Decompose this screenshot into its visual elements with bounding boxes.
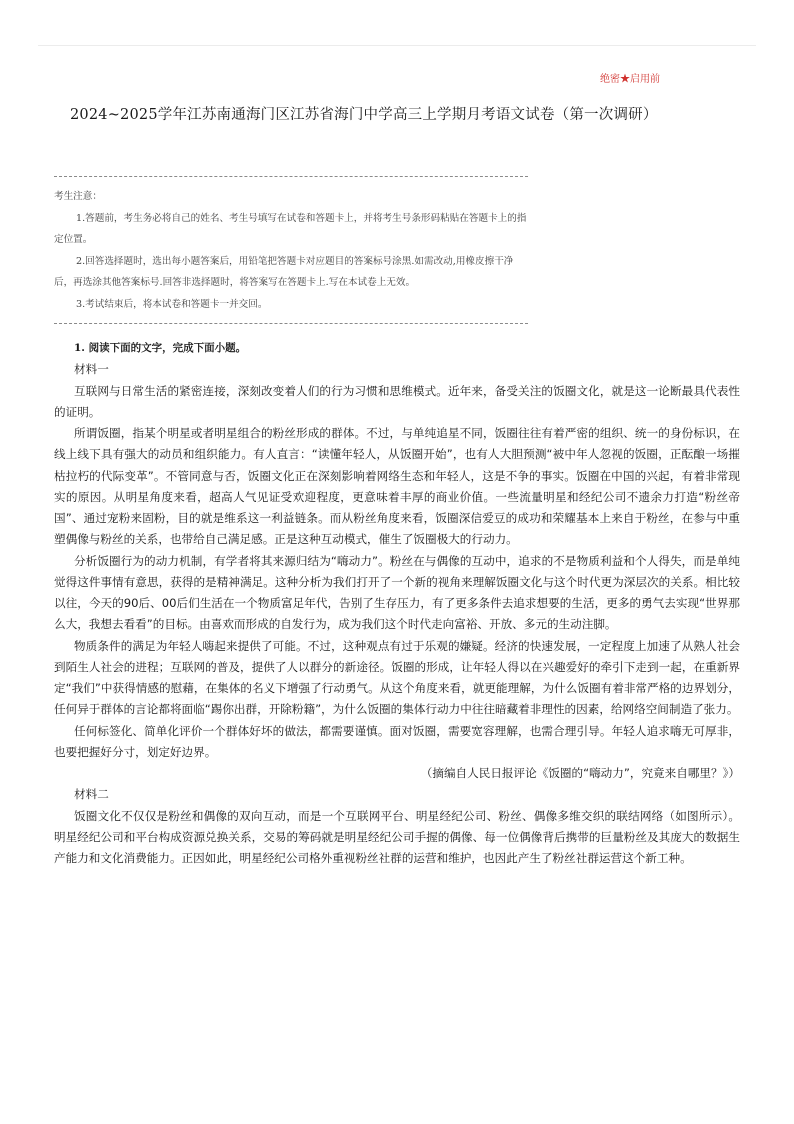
material-1-paragraph-4: 物质条件的满足为年轻人嗨起来提供了可能。不过，这种观点有过于乐观的嫌疑。经济的快速发展，一定程度上加速了从熟人社会到陌生人社会的进程；互联网的普及，提供了人以群分的新途径。饭圈的形成，让年轻人得以在兴趣爱好的牵引下走到一起，在重新界定“我们”中获得情感的慰藉，在集体的名义下增强了行动勇气。从这个角度来看，就更能理解，为什么饭圈有着非常严格的边界划分，任何异于群体的言论都将面临“踢你出群，开除粉籍”，为什么饭圈的集体行动力中往往暗藏着非理性的因素，给网络空间制造了张力。 — [54, 638, 740, 717]
material-1-paragraph-3: 分析饭圈行为的动力机制，有学者将其来源归结为“嗨动力”。粉丝在与偶像的互动中，追求的不是物质利益和个人得失，而是单纯觉得这件事情有意思，获得的是精神满足。这种分析为我们打开了一个新的视角来理解饭圈文化与这个时代更为深层次的关系。相比较以往，今天的90后、00后们生活在一个物质富足年代，告别了生存压力，有了更多条件去追求想要的生活，更多的勇气去实现“世界那么大，我想去看看”的目标。由喜欢而形成的自发行为，成为我们这个时代走向富裕、开放、多元的生动注脚。 — [54, 553, 740, 632]
notice-heading: 考生注意： — [54, 191, 102, 202]
material-1-paragraph-1: 互联网与日常生活的紧密连接，深刻改变着人们的行为习惯和思维模式。近年来，备受关注的饭圈文化，就是这一论断最具代表性的证明。 — [54, 383, 740, 419]
confidential-label: 绝密★启用前 — [600, 74, 660, 85]
notice-item-2: 2.回答选择题时，选出每小题答案后，用铅笔把答题卡对应题目的答案标号涂黑.如需改动,用橡皮擦干净后，再选涂其他答案标号.回答非选择题时，将答案写在答题卡上.写在本试卷上无效。 — [54, 255, 514, 288]
notice-item-1: 1.答题前，考生务必将自己的姓名、考生号填写在试卷和答题卡上，并将考生号条形码粘贴在答题卡上的指定位置。 — [54, 212, 527, 245]
material-1-source: （摘编自人民日报评论《饭圈的“嗨动力”，究竟来自哪里？》） — [420, 766, 740, 780]
notice-item-3: 3.考试结束后，将本试卷和答题卡一并交回。 — [76, 298, 268, 310]
notice-bottom-divider — [54, 323, 528, 324]
candidate-notice — [54, 186, 528, 315]
header-rule — [38, 45, 756, 46]
material-1-label: 材料一 — [74, 362, 109, 377]
material-1-paragraph-2: 所谓饭圈，指某个明星或者明星组合的粉丝形成的群体。不过，与单纯追星不同，饭圈往往有着严密的组织、统一的身份标识，在线上线下具有强大的动员和组织能力。有人直言：“读懂年轻人，从饭圈开始”，也有人大胆预测“被中年人忽视的饭圈，正酝酿一场摧枯拉朽的代际变革”。不管同意与否，饭圈文化正在深刻影响着网络生态和年轻人，这是不争的事实。饭圈在中国的兴起，有着非常现实的原因。从明星角度来看，超高人气见证受欢迎程度，更意味着丰厚的商业价值。一些流量明星和经纪公司不遗余力打造“粉丝帝国”、通过宠粉来固粉，目的就是维系这一利益链条。而从粉丝角度来看，饭圈深信爱豆的成功和荣耀基本上来自于粉丝，在参与中重塑偶像与粉丝的关系，也带给自己满足感。正是这种互动模式，催生了饭圈极大的行动力。 — [54, 426, 740, 547]
exam-title: 2024~2025学年江苏南通海门区江苏省海门中学高三上学期月考语文试卷（第一次调研） — [70, 107, 658, 123]
material-2-paragraph-1: 饭圈文化不仅仅是粉丝和偶像的双向互动，而是一个互联网平台、明星经纪公司、粉丝、偶像多维交织的联结网络（如图所示）。明星经纪公司和平台构成资源兑换关系，交易的筹码就是明星经纪公司手握的偶像、每一位偶像背后携带的巨量粉丝及其庞大的数据生产能力和文化消费能力。正因如此，明星经纪公司格外重视粉丝社群的运营和维护，也因此产生了粉丝社群运营这个新工种。 — [54, 808, 740, 865]
reading-passage — [54, 338, 740, 869]
notice-top-divider — [54, 176, 528, 177]
material-2-label: 材料二 — [74, 787, 109, 802]
question-prompt: 1. 阅读下面的文字，完成下面小题。 — [74, 342, 247, 354]
material-1-paragraph-5: 任何标签化、简单化评价一个群体好坏的做法，都需要谨慎。面对饭圈，需要宽容理解，也需合理引导。年轻人追求嗨无可厚非，也要把握好分寸，划定好边界。 — [54, 723, 740, 759]
